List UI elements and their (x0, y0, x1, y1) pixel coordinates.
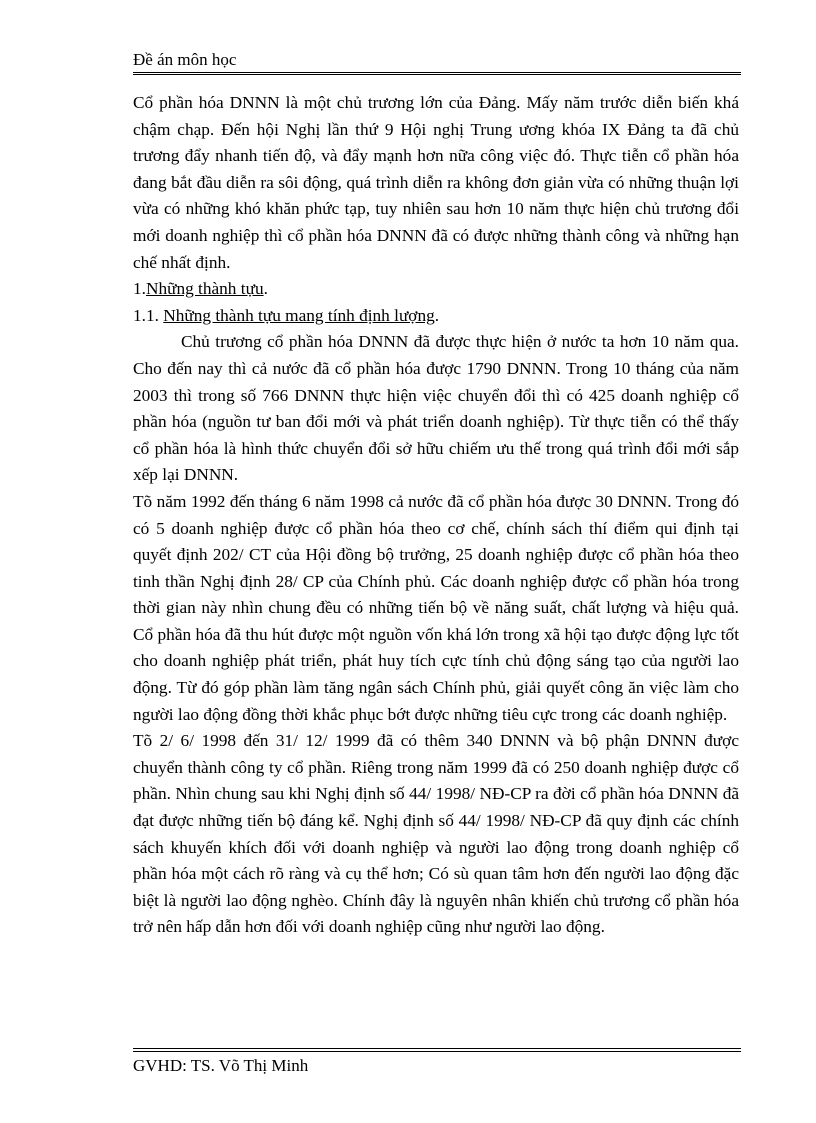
page-footer (133, 1048, 741, 1076)
section-heading-1-1-text: Những thành tựu mang tính định lượng (163, 305, 435, 325)
header-rule (133, 72, 741, 75)
section-heading-1-text: Những thành tựu (145, 279, 264, 299)
section-heading-1 (133, 276, 739, 303)
footer-rule (133, 1048, 741, 1052)
paragraph-intro: Cổ phần hóa DNNN là một chủ trương lớn của Đảng. Mấy năm trước diễn biến khá chậm chạp. Đến hội Nghị lần thứ 9 Hội nghị Trung ương khóa IX Đảng ta đã chủ trương đẩy nhanh tiến độ, và đẩy mạnh hơn nữa công việc đó. Thực tiễn cổ phần hóa đang bắt đầu diễn ra sôi động, quá trình diễn ra không đơn giản vừa có những thuận lợi vừa có những khó khăn phức tạp, tuy nhiên sau hơn 10 năm thực hiện chủ trương đổi mới doanh nghiệp thì cổ phần hóa DNNN đã có được những thành công và những hạn chế nhất định. (133, 93, 739, 272)
paragraph-quantitative: Chủ trương cổ phần hóa DNNN đã được thực hiện ở nước ta hơn 10 năm qua. Cho đến nay thì cả nước đã cổ phần hóa được 1790 DNNN. Trong 10 tháng của năm 2003 thì trong số 766 DNNN thực hiện việc chuyển đổi thì có 425 doanh nghiệp cổ phần hóa (nguồn tư ban đổi mới và phát triển doanh nghiệp). Từ thực tiễn có thể thấy cổ phần hóa là hình thức chuyển đổi sở hữu chiếm ưu thế trong quá trình đổi mới sắp xếp lại DNNN. (133, 332, 739, 485)
section-heading-1-number: 1. (133, 279, 146, 299)
footer-text: GVHD: TS. Võ Thị Minh (133, 1056, 309, 1075)
paragraph-1998-1999: Tõ 2/ 6/ 1998 đến 31/ 12/ 1999 đã có thêm 340 DNNN và bộ phận DNNN được chuyển thành công ty cổ phần. Riêng trong năm 1999 đã có 250 doanh nghiệp được cổ phần. Nhìn chung sau khi Nghị định số 44/ 1998/ NĐ-CP ra đời cổ phần hóa DNNN đã đạt được những tiến bộ đáng kể. Nghị định số 44/ 1998/ NĐ-CP đã quy định các chính sách khuyến khích đối với doanh nghiệp và người lao động trong doanh nghiệp cổ phần hóa một cách rõ ràng và cụ thể hơn; Có sù quan tâm hơn đến người lao động đặc biệt là người lao động nghèo. Chính đây là nguyên nhân khiến chủ trương cổ phần hóa trở nên hấp dẫn hơn đối với doanh nghiệp cũng như người lao động. (133, 731, 739, 937)
body-text (133, 90, 739, 941)
section-heading-1-1-period: . (434, 305, 440, 325)
section-heading-1-period: . (263, 279, 268, 299)
paragraph-1992-1998: Tõ năm 1992 đến tháng 6 năm 1998 cả nước đã cổ phần hóa được 30 DNNN. Trong đó có 5 doanh nghiệp được cổ phần hóa theo cơ chế, chính sách thí điểm qui định tại quyết định 202/ CT của Hội đồng bộ trưởng, 25 doanh nghiệp được cổ phần hóa theo tinh thần Nghị định 28/ CP của Chính phủ. Các doanh nghiệp được cổ phần hóa trong thời gian này nhìn chung đều có những tiến bộ về năng suất, chất lượng và hiệu quả. Cổ phần hóa đã thu hút được một nguồn vốn khá lớn trong xã hội tạo được động lực tốt cho doanh nghiệp phát triển, phát huy tích cực tính chủ động sáng tạo của người lao động. Từ đó góp phần làm tăng ngân sách Chính phủ, giải quyết công ăn việc làm cho người lao động đồng thời khắc phục bớt được những tiêu cực trong các doanh nghiệp. (133, 491, 739, 724)
header-title: Đề án môn học (133, 50, 237, 69)
page-header (133, 50, 741, 75)
section-heading-1-1 (133, 303, 739, 330)
section-heading-1-1-number: 1.1. (133, 305, 164, 325)
